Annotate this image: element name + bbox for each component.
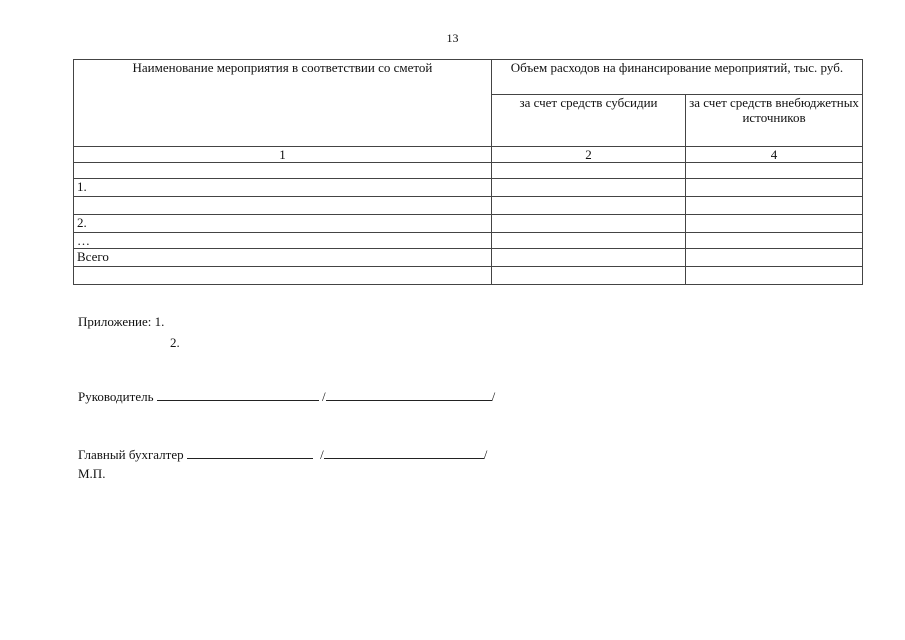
row-label: 2. bbox=[74, 215, 492, 233]
subsidy-total-cell[interactable] bbox=[491, 249, 685, 267]
table-row bbox=[74, 179, 863, 197]
total-row bbox=[74, 249, 863, 267]
table-row bbox=[74, 163, 863, 179]
row-label bbox=[74, 197, 492, 215]
appendix-list bbox=[78, 311, 180, 353]
extrabudgetary-cell[interactable] bbox=[686, 233, 863, 249]
row-label: 1. bbox=[74, 179, 492, 197]
extrabudgetary-cell[interactable] bbox=[686, 197, 863, 215]
extrabudgetary-cell[interactable] bbox=[686, 215, 863, 233]
chief-accountant-signature-field[interactable] bbox=[187, 446, 313, 459]
stamp-label: М.П. bbox=[78, 466, 106, 481]
row-label bbox=[74, 267, 492, 285]
head-signature-line bbox=[78, 388, 495, 405]
page-number: 13 bbox=[446, 31, 459, 45]
extrabudgetary-cell[interactable] bbox=[686, 179, 863, 197]
column-number: 2 bbox=[491, 147, 685, 163]
header-subsidy-funds: за счет средств субсидии bbox=[491, 95, 685, 147]
head-label: Руководитель bbox=[78, 389, 154, 404]
header-activity-name: Наименование мероприятия в соответствии со сметой bbox=[74, 60, 492, 147]
appendix-label: Приложение: 1. bbox=[78, 314, 165, 329]
row-label-total: Всего bbox=[74, 249, 492, 267]
table-row bbox=[74, 233, 863, 249]
separator: / bbox=[491, 389, 496, 404]
table-row bbox=[74, 215, 863, 233]
header-extrabudgetary-funds: за счет средств внебюджетных источников bbox=[686, 95, 863, 147]
table-row bbox=[74, 197, 863, 215]
head-name-field[interactable] bbox=[326, 388, 492, 401]
column-number: 4 bbox=[686, 147, 863, 163]
separator: / bbox=[320, 447, 324, 462]
subsidy-cell[interactable] bbox=[491, 197, 685, 215]
chief-accountant-label: Главный бухгалтер bbox=[78, 447, 184, 462]
head-signature-field[interactable] bbox=[157, 388, 319, 401]
subsidy-cell[interactable] bbox=[491, 179, 685, 197]
extrabudgetary-cell[interactable] bbox=[686, 163, 863, 179]
chief-accountant-signature-line bbox=[78, 446, 487, 463]
subsidy-cell[interactable] bbox=[491, 163, 685, 179]
header-expense-volume: Объем расходов на финансирование мероприятий, тыс. руб. bbox=[491, 60, 862, 95]
chief-accountant-name-field[interactable] bbox=[324, 446, 484, 459]
row-label: … bbox=[74, 233, 492, 249]
appendix-item-2: 2. bbox=[170, 335, 180, 350]
expenses-table bbox=[73, 59, 863, 285]
separator: / bbox=[483, 447, 488, 462]
extrabudgetary-cell[interactable] bbox=[686, 267, 863, 285]
column-numbers-row bbox=[74, 147, 863, 163]
column-number: 1 bbox=[74, 147, 492, 163]
subsidy-cell[interactable] bbox=[491, 215, 685, 233]
extrabudgetary-total-cell[interactable] bbox=[686, 249, 863, 267]
table-row bbox=[74, 267, 863, 285]
separator: / bbox=[322, 389, 326, 404]
subsidy-cell[interactable] bbox=[491, 267, 685, 285]
subsidy-cell[interactable] bbox=[491, 233, 685, 249]
table-header-row bbox=[74, 60, 863, 95]
row-label bbox=[74, 163, 492, 179]
